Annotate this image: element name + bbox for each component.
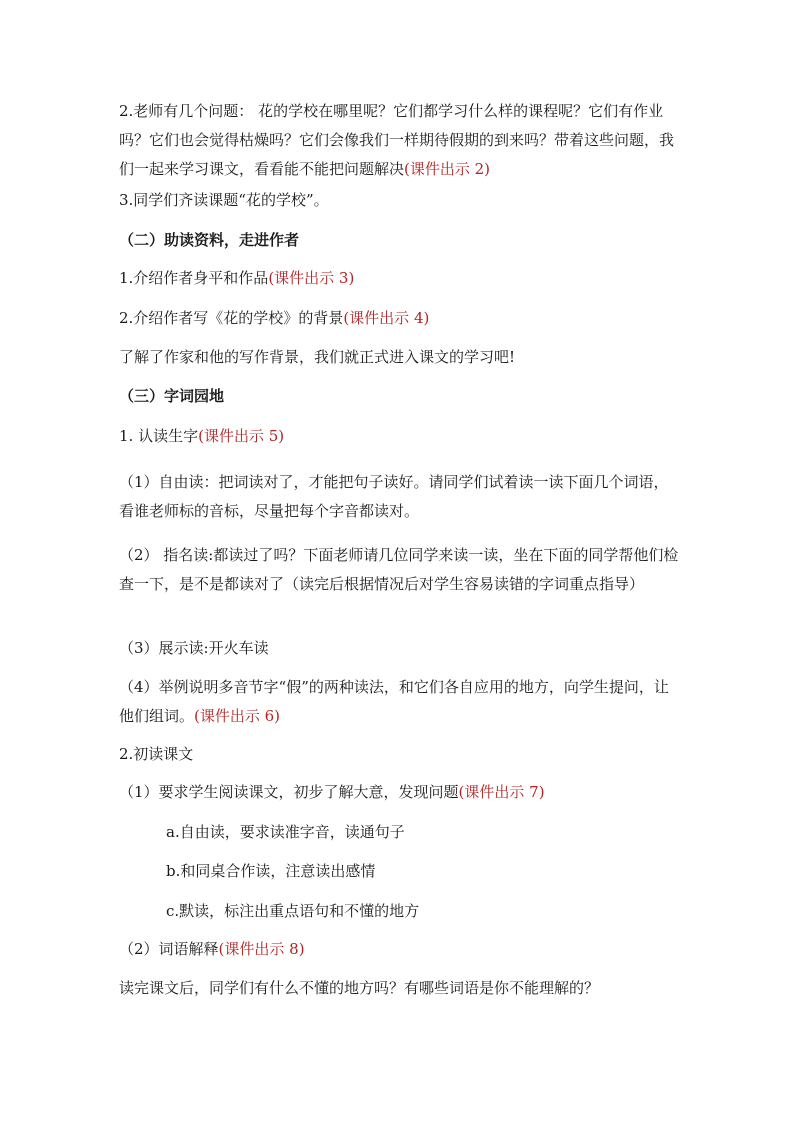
section-heading-vocab: （三）字词园地: [119, 387, 225, 405]
list-item-a: a.自由读，要求读准字音，读通句子: [166, 823, 405, 841]
paragraph-word-explanation: （2）词语解释(课件出示 8): [119, 940, 305, 958]
paragraph-free-read: （1）自由读：把词读对了，才能把句子读好。请同学们试着读一读下面几个词语，看谁老师标的音标，尽量把每个字音都读对。: [119, 473, 669, 520]
paragraph-read-title: 3.同学们齐读课题“花的学校”。: [119, 191, 329, 209]
courseware-note: (课件出示 3): [268, 269, 355, 287]
section-heading-author: （二）助读资料，走进作者: [119, 231, 300, 249]
paragraph-first-reading: 2.初读课文: [119, 745, 194, 763]
paragraph-show-read: （3）展示读:开火车读: [119, 639, 269, 657]
list-item-c: c.默读，标注出重点语句和不懂的地方: [166, 902, 420, 920]
paragraph-requirements: （1）要求学生阅读课文，初步了解大意，发现问题(课件出示 7): [119, 783, 545, 801]
paragraph-questions: 2.老师有几个问题： 花的学校在哪里呢？它们都学习什么样的课程呢？它们有作业吗？它们也会觉得枯燥吗？它们会像我们一样期待假期的到来吗？带着这些问题，我们一起来学习课文，看看能不能把问题解决(课件出示 2): [119, 102, 675, 178]
courseware-note: (课件出示 7): [458, 783, 545, 801]
courseware-note: (课件出示 6): [194, 707, 281, 725]
paragraph-named-read: （2） 指名读:都读过了吗？下面老师请几位同学来读一读，坐在下面的同学帮他们检查一下，是不是都读对了（读完后根据情况后对学生容易读错的字词重点指导）: [119, 546, 679, 593]
paragraph-transition: 了解了作家和他的写作背景，我们就正式进入课文的学习吧!: [119, 348, 516, 366]
courseware-note: (课件出示 8): [218, 940, 305, 958]
paragraph-author-intro: 1.介绍作者身平和作品(课件出示 3): [119, 269, 355, 287]
list-item-b: b.和同桌合作读，注意读出感情: [166, 862, 376, 880]
courseware-note: (课件出示 2): [404, 160, 491, 178]
paragraph-read-characters: 1. 认读生字(课件出示 5): [119, 427, 285, 445]
paragraph-background: 2.介绍作者写《花的学校》的背景(课件出示 4): [119, 309, 430, 327]
paragraph-closing-question: 读完课文后，同学们有什么不懂的地方吗？有哪些词语是你不能理解的？: [119, 979, 600, 997]
courseware-note: (课件出示 4): [343, 309, 430, 327]
courseware-note: (课件出示 5): [198, 427, 285, 445]
paragraph-polyphone: （4）举例说明多音节字“假”的两种读法，和它们各自应用的地方，向学生提问，让他们组词。(课件出示 6): [119, 678, 669, 725]
